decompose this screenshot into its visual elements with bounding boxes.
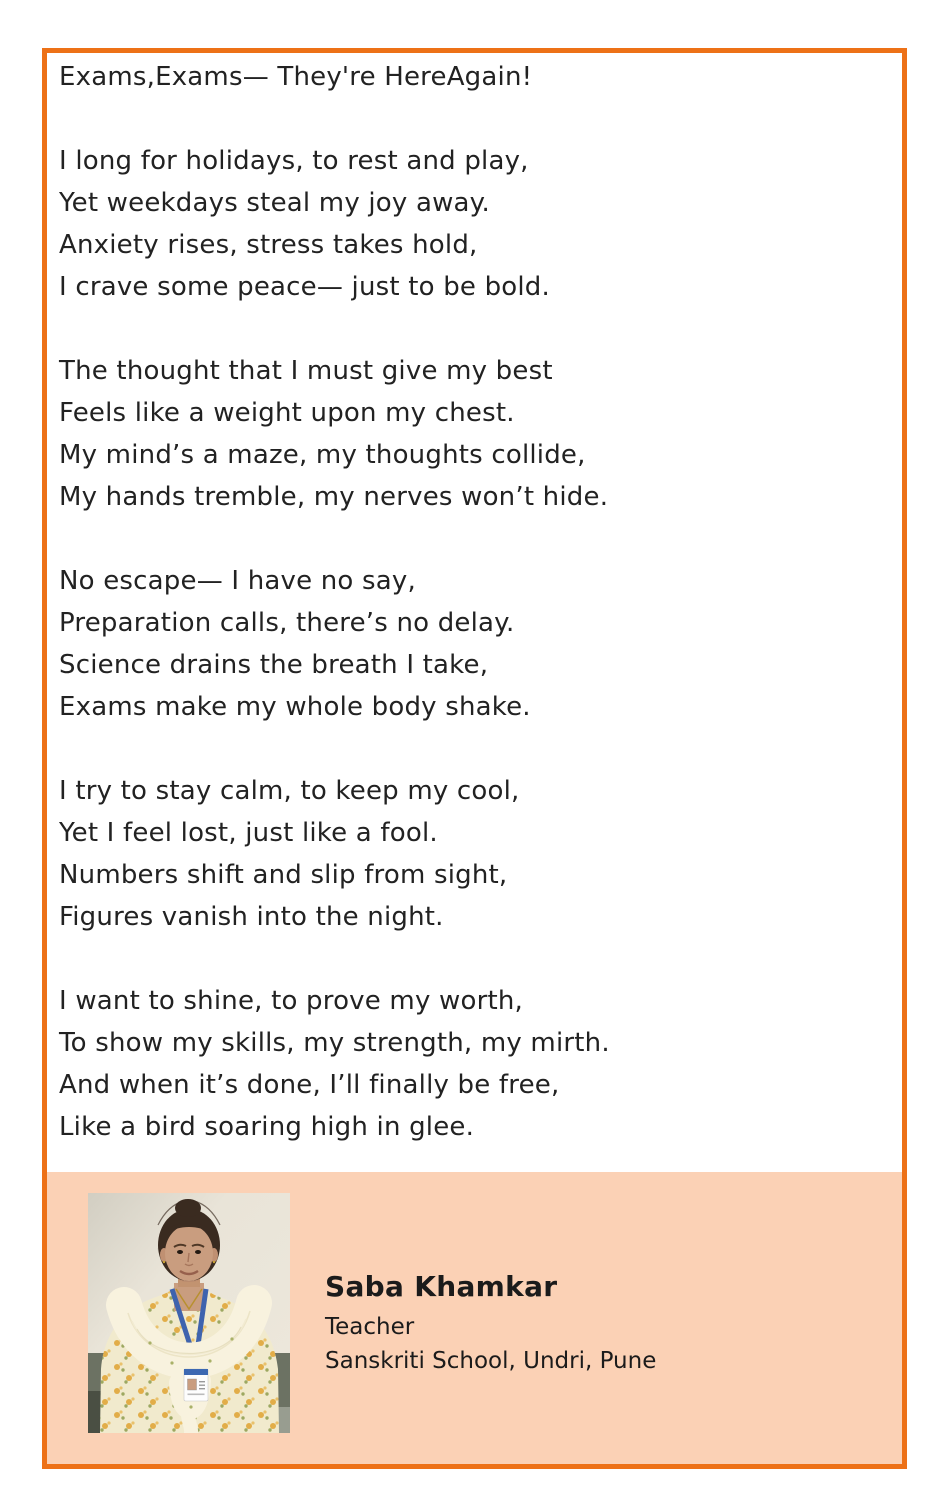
poem-line: Like a bird soaring high in glee.	[59, 1112, 475, 1142]
poem-title: Exams,Exams— They're HereAgain!	[59, 62, 533, 92]
poem-line: My mind’s a maze, my thoughts collide,	[59, 440, 586, 470]
teacher-photo	[88, 1193, 290, 1433]
poem-line: I long for holidays, to rest and play,	[59, 146, 529, 176]
author-school: Sanskriti School, Undri, Pune	[325, 1348, 657, 1374]
poem-frame	[42, 48, 907, 1469]
poem-stanza-3	[59, 560, 894, 728]
poem-line: Anxiety rises, stress takes hold,	[59, 230, 478, 260]
poem-line: Feels like a weight upon my chest.	[59, 398, 515, 428]
author-info	[325, 1270, 656, 1377]
poem-line: No escape— I have no say,	[59, 566, 416, 596]
poem-line: And when it’s done, I’ll finally be free,	[59, 1070, 560, 1100]
poem-line: My hands tremble, my nerves won’t hide.	[59, 482, 609, 512]
poem-line: I try to stay calm, to keep my cool,	[59, 776, 520, 806]
poem-line: Yet weekdays steal my joy away.	[59, 188, 491, 218]
poem-line: Preparation calls, there’s no delay.	[59, 608, 515, 638]
poem-line: Figures vanish into the night.	[59, 902, 444, 932]
poem	[59, 56, 894, 1148]
poem-line: Exams make my whole body shake.	[59, 692, 531, 722]
author-name: Saba Khamkar	[325, 1270, 558, 1303]
poem-line: The thought that I must give my best	[59, 356, 553, 386]
poem-stanza-1	[59, 140, 894, 308]
author-role: Teacher	[325, 1314, 415, 1340]
poem-stanza-5	[59, 980, 894, 1148]
poem-stanza-4	[59, 770, 894, 938]
poem-line: Science drains the breath I take,	[59, 650, 489, 680]
poem-stanza-2	[59, 350, 894, 518]
author-credit-panel	[47, 1172, 902, 1464]
poem-line: I crave some peace— just to be bold.	[59, 272, 550, 302]
poem-line: I want to shine, to prove my worth,	[59, 986, 524, 1016]
poem-line: Numbers shift and slip from sight,	[59, 860, 508, 890]
poem-line: Yet I feel lost, just like a fool.	[59, 818, 438, 848]
poem-line: To show my skills, my strength, my mirth.	[59, 1028, 610, 1058]
